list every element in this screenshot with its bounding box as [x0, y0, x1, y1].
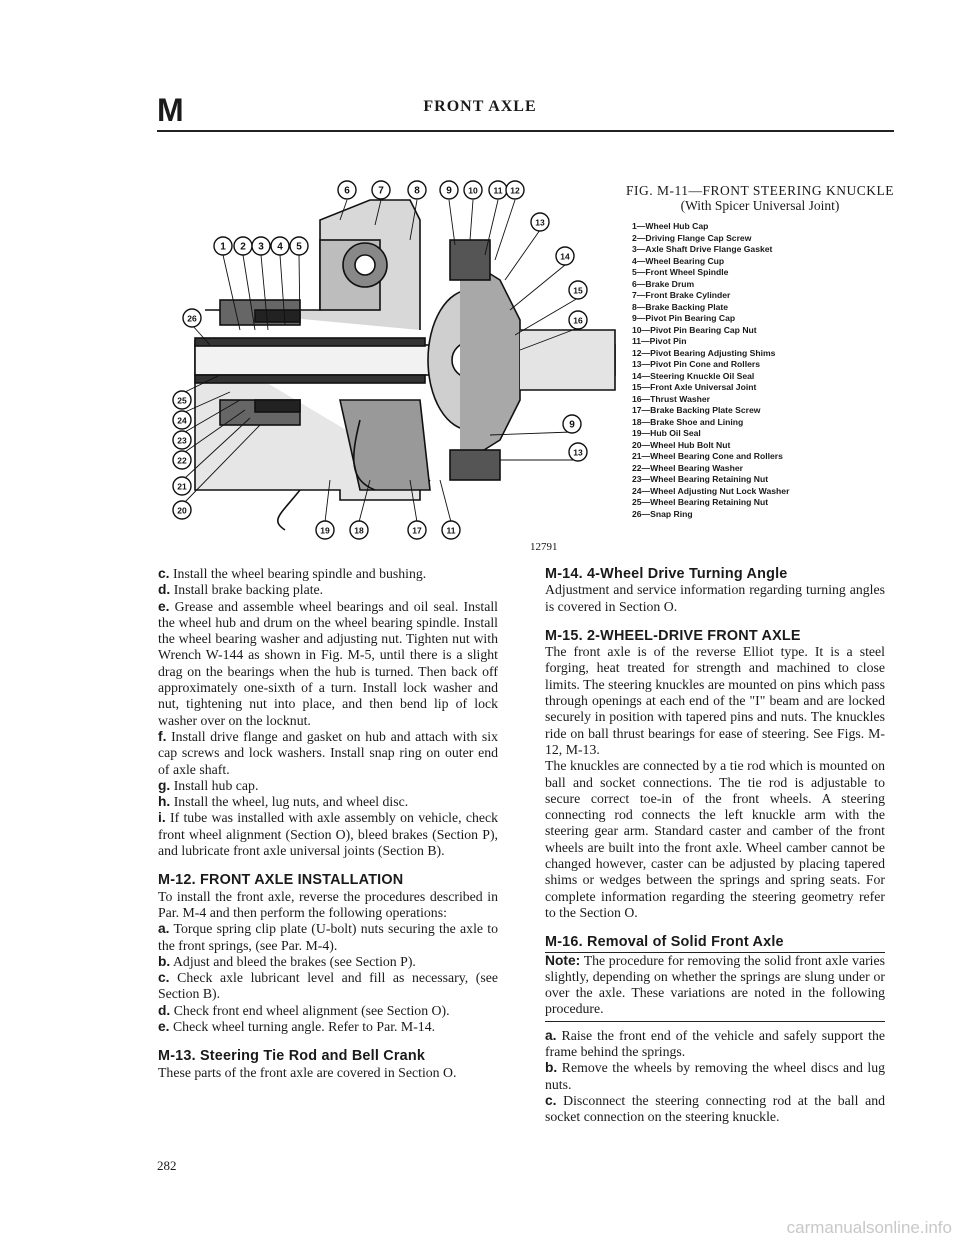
callout-marker [290, 237, 308, 255]
callout-label: 1 [220, 241, 226, 253]
step-item [158, 778, 498, 794]
step-item [545, 1028, 885, 1061]
steering-knuckle-figure [160, 160, 620, 560]
callout-label: 25 [177, 395, 187, 406]
legend-item: 19—Hub Oil Seal [632, 428, 701, 438]
header-rule [157, 130, 894, 132]
legend-item: 16—Thrust Washer [632, 393, 710, 404]
callout-label: 24 [177, 415, 187, 426]
installation-steps [158, 566, 498, 859]
callout-marker [506, 181, 524, 199]
callout-label: 13 [535, 217, 545, 228]
callout-label: 7 [378, 185, 384, 197]
step-text: Torque spring clip plate (U-bolt) nuts securing the axle to the front springs, (see Par. M-4). [158, 921, 498, 953]
step-text: Install hub cap. [170, 777, 259, 793]
step-text: Grease and assemble wheel bearings and oil seal. Install the wheel hub and drum on the wheel bearing spindle. Install the wheel bearing washer and adjusting nut. Tighten nut with Wrench W-144 as shown in Fig. M-5, until there is a slight drag on the bearings when the hub is turned. Then back off approximately one-sixth of a turn. Install lock washer and nut, tightening nut into place, and then bend lip of lock washer over on the locknut. [158, 598, 498, 728]
step-label: a. [545, 1027, 557, 1043]
note-text: The procedure for removing the solid front axle varies slightly, depending on whether the springs are slung under or over the axle. These variations are noted in the following procedure. [545, 952, 886, 1017]
callout-marker [531, 213, 549, 231]
callout-marker [214, 237, 232, 255]
legend-item: 25—Wheel Bearing Retaining Nut [632, 497, 769, 507]
note-label: Note: [545, 952, 581, 968]
step-item [158, 1019, 498, 1035]
step-label: h. [158, 794, 171, 810]
figure-number: 12791 [530, 541, 558, 553]
legend-item: 26—Snap Ring [632, 508, 693, 519]
legend-item: 24—Wheel Adjusting Nut Lock Washer [632, 485, 790, 496]
legend-item: 10—Pivot Pin Bearing Cap Nut [632, 324, 757, 335]
callout-label: 21 [177, 481, 187, 492]
page-number: 282 [157, 1158, 177, 1173]
legend-item: 15—Front Axle Universal Joint [632, 382, 757, 392]
callout-label: 17 [412, 525, 422, 536]
watermark: carmanualsonline.info [786, 1218, 952, 1237]
callout-label: 22 [177, 455, 187, 466]
step-label: f. [158, 728, 167, 744]
callout-label: 10 [468, 185, 478, 196]
step-label: g. [158, 777, 171, 793]
callout-label: 9 [446, 185, 452, 197]
callout-label: 14 [560, 251, 570, 262]
legend-item: 6—Brake Drum [632, 278, 695, 289]
step-item [158, 566, 498, 582]
callout-label: 2 [240, 241, 246, 253]
callout-marker [234, 237, 252, 255]
callout-marker [173, 451, 191, 469]
step-label: c. [158, 970, 170, 986]
legend-item: 9—Pivot Pin Bearing Cap [632, 313, 736, 323]
callout-label: 8 [414, 185, 420, 197]
step-item [158, 970, 498, 1003]
legend-item: 7—Front Brake Cylinder [632, 290, 731, 300]
step-item [158, 729, 498, 778]
callout-marker [338, 181, 356, 199]
callout-label: 3 [258, 241, 264, 253]
page-title: FRONT AXLE [423, 98, 537, 115]
callout-label: 12 [510, 185, 520, 196]
removal-steps [545, 1028, 885, 1126]
legend-item: 22—Wheel Bearing Washer [632, 462, 743, 473]
callout-marker [316, 521, 334, 539]
legend-item: 11—Pivot Pin [632, 336, 687, 346]
legend-item: 3—Axle Shaft Drive Flange Gasket [632, 244, 773, 254]
figure-legend [625, 221, 895, 520]
step-label: e. [158, 1019, 170, 1035]
callout-marker [252, 237, 270, 255]
step-label: e. [158, 598, 170, 614]
m15-paragraph-1: The front axle is of the reverse Elliot type. It is a steel forging, heat treated for strength and machined to close limits. The steering knuckles are mounted on pins which pass through openings at each end of the "I" beam and are locked securely in position with tapered pins and nuts. The knuckles ride on ball thrust bearings for ease of steering. See Figs. M-12, M-13. [545, 644, 885, 757]
figure-caption [625, 183, 895, 520]
step-text: Install drive flange and gasket on hub and attach with six cap screws and lock washers. Install snap ring on outer end of axle shaft. [158, 728, 498, 777]
callout-marker [271, 237, 289, 255]
section-heading-m16: M-16. Removal of Solid Front Axle [545, 934, 885, 952]
step-item [158, 954, 498, 970]
callout-label: 11 [446, 525, 456, 536]
step-text: Adjust and bleed the brakes (see Section P). [170, 953, 416, 969]
step-text: Check wheel turning angle. Refer to Par. M-14. [169, 1019, 436, 1035]
step-text: Remove the wheels by removing the wheel discs and lug nuts. [545, 1060, 885, 1092]
callout-label: 5 [296, 241, 302, 253]
callout-marker [173, 411, 191, 429]
callout-marker [173, 477, 191, 495]
step-label: c. [158, 566, 170, 581]
callout-label: 11 [493, 185, 503, 196]
callout-marker [556, 247, 574, 265]
step-text: Check axle lubricant level and fill as necessary, (see Section B). [158, 970, 498, 1002]
callout-label: 19 [320, 525, 330, 536]
callout-label: 6 [344, 185, 350, 197]
step-item [545, 1060, 885, 1093]
callout-label: 18 [354, 525, 364, 536]
step-text: Check front end wheel alignment (see Section O). [170, 1002, 450, 1018]
m12-intro: To install the front axle, reverse the procedures described in Par. M-4 and then perform the following operations: [158, 888, 498, 920]
legend-item: 21—Wheel Bearing Cone and Rollers [632, 451, 783, 461]
legend-item: 13—Pivot Pin Cone and Rollers [632, 359, 760, 369]
legend-item: 23—Wheel Bearing Retaining Nut [632, 474, 769, 484]
step-item [158, 794, 498, 810]
section-heading-m13: M-13. Steering Tie Rod and Bell Crank [158, 1048, 426, 1065]
legend-item: 17—Brake Backing Plate Screw [632, 405, 761, 415]
section-letter: M [157, 92, 183, 128]
section-heading-m14: M-14. 4-Wheel Drive Turning Angle [545, 566, 788, 582]
legend-item: 1—Wheel Hub Cap [632, 221, 709, 231]
legend-item: 4—Wheel Bearing Cup [632, 255, 725, 266]
step-text: Install brake backing plate. [170, 582, 324, 598]
callout-label: 9 [569, 419, 575, 431]
m12-steps [158, 921, 498, 1035]
legend-item: 12—Pivot Bearing Adjusting Shims [632, 347, 776, 358]
callout-label: 16 [573, 315, 583, 326]
step-text: If tube was installed with axle assembly on vehicle, check front wheel alignment (Section O), bleed brakes (Section P), and lubricate front axle universal joints (Section B). [158, 810, 498, 859]
m13-text: These parts of the front axle are covered in Section O. [158, 1064, 457, 1080]
step-text: Disconnect the steering connecting rod at the ball and socket connection on the steering knuckle. [545, 1092, 885, 1125]
step-label: d. [158, 1002, 171, 1018]
step-item [545, 1093, 885, 1126]
legend-item: 2—Driving Flange Cap Screw [632, 232, 752, 243]
m14-text: Adjustment and service information regarding turning angles is covered in Section O. [545, 582, 885, 614]
callout-label: 23 [177, 435, 187, 446]
step-label: c. [545, 1092, 557, 1108]
callout-marker [464, 181, 482, 199]
step-text: Raise the front end of the vehicle and safely support the frame behind the springs. [545, 1027, 885, 1060]
callout-marker [569, 311, 587, 329]
step-item [158, 582, 498, 598]
step-label: d. [158, 582, 171, 598]
legend-item: 14—Steering Knuckle Oil Seal [632, 370, 755, 381]
section-heading-m12: M-12. FRONT AXLE INSTALLATION [158, 872, 404, 889]
step-text: Install the wheel, lug nuts, and wheel disc. [170, 794, 409, 810]
callout-marker [442, 521, 460, 539]
callout-marker [183, 309, 201, 327]
step-label: b. [158, 953, 171, 969]
callout-label: 15 [573, 285, 583, 296]
callout-marker [440, 181, 458, 199]
callout-marker [350, 521, 368, 539]
callout-marker [569, 281, 587, 299]
legend-item: 8—Brake Backing Plate [632, 301, 729, 312]
section-heading-m15: M-15. 2-WHEEL-DRIVE FRONT AXLE [545, 627, 801, 644]
caption-title: FIG. M-11—FRONT STEERING KNUCKLE [625, 183, 894, 198]
step-label: a. [158, 921, 170, 937]
callout-label: 26 [187, 313, 197, 324]
callout-marker [173, 391, 191, 409]
callout-marker [173, 501, 191, 519]
note-box [545, 953, 885, 1022]
step-label: i. [158, 810, 166, 826]
legend-item: 18—Brake Shoe and Lining [632, 416, 744, 427]
caption-subtitle: (With Spicer Universal Joint) [680, 198, 840, 213]
callout-marker [489, 181, 507, 199]
callout-marker [408, 181, 426, 199]
step-item [158, 810, 498, 859]
callout-marker [569, 443, 587, 461]
step-item [158, 599, 498, 729]
step-text: Install the wheel bearing spindle and bushing. [169, 566, 427, 581]
step-label: b. [545, 1060, 558, 1076]
callout-marker [408, 521, 426, 539]
step-item [158, 1003, 498, 1019]
legend-item: 20—Wheel Hub Bolt Nut [632, 439, 731, 450]
left-column [158, 566, 498, 1081]
callout-label: 13 [573, 447, 583, 458]
callout-label: 4 [277, 241, 283, 253]
step-item [158, 921, 498, 954]
m15-paragraph-2: The knuckles are connected by a tie rod which is mounted on ball and socket connections. The tie rod is adjustable to secure correct toe-in of the front wheels. A steering connecting rod connects the left knuckle arm with the steering gear arm. Standard caster and camber of the front wheels are built into the front axle. Wheel camber cannot be changed however, caster can be adjusted by placing tapered shims or wedges between the springs and spring seats. For complete information regarding the steering geometry refer to the Section O. [545, 758, 885, 920]
callout-marker [372, 181, 390, 199]
callout-marker [563, 415, 581, 433]
callout-label: 20 [177, 505, 187, 516]
legend-item: 5—Front Wheel Spindle [632, 267, 729, 277]
callout-marker [173, 431, 191, 449]
right-column [545, 566, 885, 1126]
